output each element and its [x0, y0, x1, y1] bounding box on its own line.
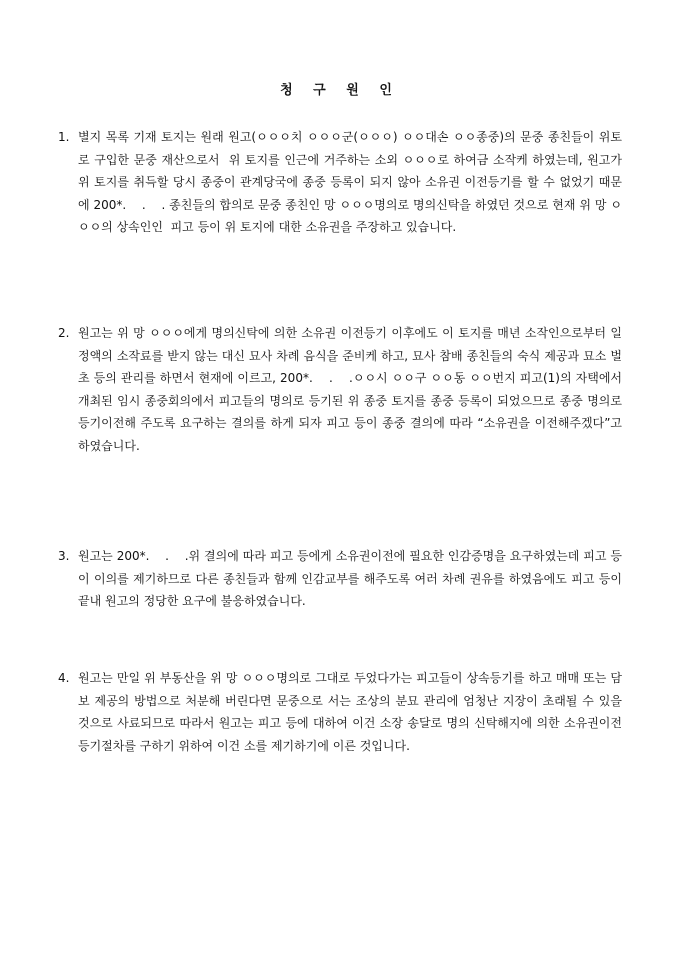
paragraph-4	[58, 667, 626, 757]
paragraph-1	[58, 126, 626, 239]
paragraph-2	[58, 322, 626, 457]
paragraph-3	[58, 545, 626, 613]
document-title: 청 구 원 인	[280, 83, 400, 98]
paragraph-number: 2.	[58, 326, 70, 340]
paragraph-number: 1.	[58, 130, 70, 144]
paragraph-text: 별지 목록 기재 토지는 원래 원고(ㅇㅇㅇ치 ㅇㅇㅇ군(ㅇㅇㅇ) ㅇㅇ대손 ㅇㅇ종중)의 문중 종친들이 위토로 구입한 문중 재산으로서 위 토지를 인근에 거주하는 소외 ㅇㅇㅇ로 하여금 소작케 하였는데, 원고가 위 토지를 취득할 당시 종중이 관계당국에 종중 등록이 되지 않아 소유권 이전등기를 할 수 없었기 때문에 200*. . . 종친들의 합의로 문중 종친인 망 ㅇㅇㅇ명의로 명의신탁을 하였던 것으로 현재 위 망 ㅇㅇㅇ의 상속인인 피고 등이 위 토지에 대한 소유권을 주장하고 있습니다.	[78, 130, 626, 234]
paragraph-text: 원고는 위 망 ㅇㅇㅇ에게 명의신탁에 의한 소유권 이전등기 이후에도 이 토지를 매년 소작인으로부터 일정액의 소작료를 받지 않는 대신 묘사 차례 음식을 준비케 하고, 묘사 참배 종친들의 숙식 제공과 묘소 벌초 등의 관리를 하면서 현재에 이르고, 200*. . .ㅇㅇ시 ㅇㅇ구 ㅇㅇ동 ㅇㅇ번지 피고(1)의 자택에서 개최된 임시 종중회의에서 피고들의 명의로 등기된 위 종중 토지를 종중 등록이 되었으므로 종중 명의로 등기이전해 주도록 요구하는 결의를 하게 되자 피고 등이 종중 결의에 따라 “소유권을 이전해주겠다”고 하였습니다.	[78, 326, 626, 453]
paragraph-number: 4.	[58, 671, 70, 685]
paragraph-text: 원고는 만일 위 부동산을 위 망 ㅇㅇㅇ명의로 그대로 두었다가는 피고들이 상속등기를 하고 매매 또는 담보 제공의 방법으로 처분해 버린다면 문중으로 서는 조상의 분묘 관리에 엄청난 지장이 초래될 수 있을 것으로 사료되므로 따라서 원고는 피고 등에 대하여 이건 소장 송달로 명의 신탁해지에 의한 소유권이전 등기절차를 구하기 위하여 이건 소를 제기하기에 이른 것입니다.	[78, 671, 626, 753]
paragraph-number: 3.	[58, 549, 70, 563]
paragraph-text: 원고는 200*. . .위 결의에 따라 피고 등에게 소유권이전에 필요한 인감증명을 요구하였는데 피고 등이 이의를 제기하므로 다른 종친들과 함께 인감교부를 해주도록 여러 차례 권유를 하였음에도 피고 등이 끝내 원고의 정당한 요구에 불응하였습니다.	[78, 549, 626, 608]
